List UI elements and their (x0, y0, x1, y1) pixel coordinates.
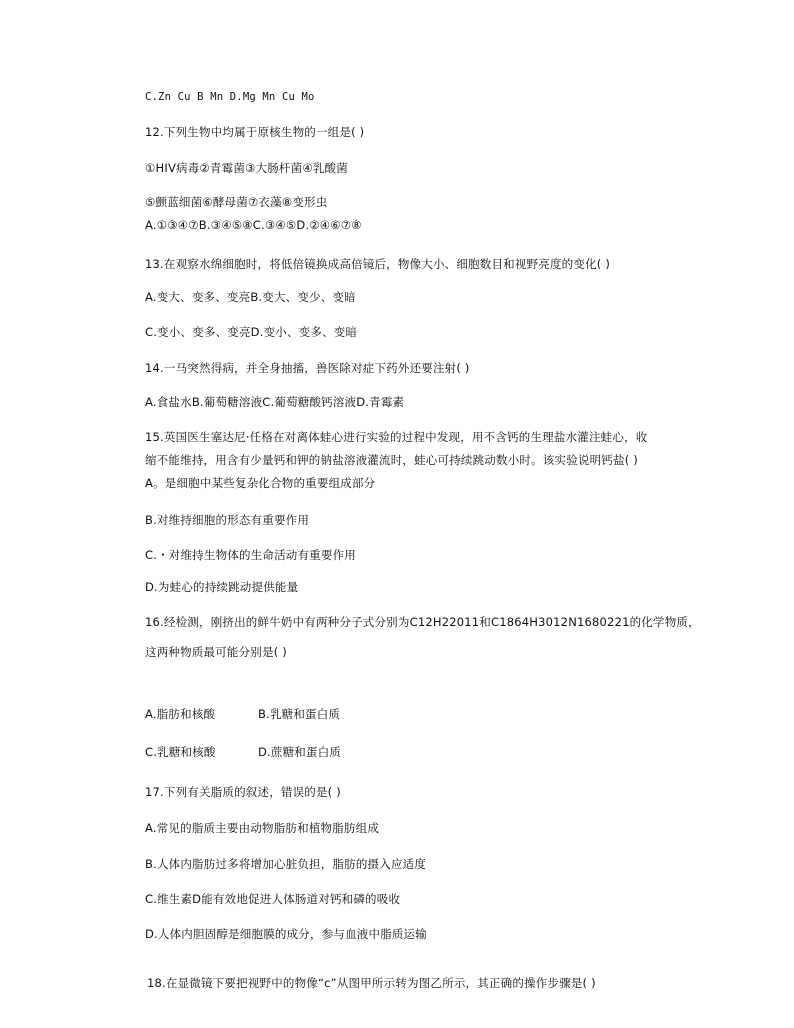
q16-options-cd (145, 745, 342, 759)
q15-stem-line-2: 缩不能维持，用含有少量钙和钾的钠盐溶液灌流时，蛙心可持续跳动数小时。该实验说明钙盐( ) (145, 453, 638, 467)
q12-options: A.①③④⑦B.③④⑤⑧C.③④⑤D.②④⑥⑦⑧ (145, 218, 362, 232)
q17-option-c: C.维生素D能有效地促进人体肠道对钙和磷的吸收 (145, 892, 401, 906)
q16-stem-line-2: 这两种物质最可能分别是( ) (145, 645, 287, 659)
q16-options-ab (145, 707, 341, 721)
q15-stem-line-1: 15.英国医生塞达尼·任格在对离体蛙心进行实验的过程中发现，用不含钙的生理盐水灌注蛙心，收 (145, 430, 648, 444)
q12-items-1-4: ①HIV病毒②青霉菌③大肠杆菌④乳酸菌 (145, 161, 348, 175)
q13-options-cd: C.变小、变多、变亮D.变小、变多、变暗 (145, 325, 358, 339)
q17-option-a: A.常见的脂质主要由动物脂肪和植物脂肪组成 (145, 821, 380, 835)
q18-stem: 18.在显微镜下要把视野中的物像“c”从图甲所示转为图乙所示，其正确的操作步骤是( ) (147, 976, 596, 990)
q17-option-d: D.人体内胆固醇是细胞膜的成分，参与血液中脂质运输 (145, 927, 428, 941)
q16-option-b: B.乳糖和蛋白质 (258, 707, 341, 721)
q12-stem: 12.下列生物中均属于原核生物的一组是( ) (145, 125, 365, 139)
q15-option-a: A。是细胞中某些复杂化合物的重要组成部分 (145, 476, 376, 490)
q13-options-ab: A.变大、变多、变亮B.变大、变少、变暗 (145, 290, 356, 304)
q14-stem: 14.一马突然得病，并全身抽搐，兽医除对症下药外还要注射( ) (145, 361, 470, 375)
q16-option-d: D.蔗糖和蛋白质 (258, 745, 342, 759)
q16-option-c: C.乳糖和核酸 (145, 745, 216, 759)
q17-option-b: B.人体内脂肪过多将增加心脏负担，脂肪的摄入应适度 (145, 857, 427, 871)
q15-option-b: B.对维持细胞的形态有重要作用 (145, 513, 310, 527)
q15-option-d: D.为蛙心的持续跳动提供能量 (145, 580, 299, 594)
q12-items-5-8: ⑤颤蓝细菌⑥酵母菌⑦衣藻⑧变形虫 (145, 195, 328, 209)
q16-stem-line-1: 16.经检测，刚挤出的鲜牛奶中有两种分子式分别为C12H22011和C1864H3012N1680221的化学物质， (145, 615, 700, 629)
q17-stem: 17.下列有关脂质的叙述，错误的是( ) (145, 785, 341, 799)
q15-option-c: C.・对维持生物体的生命活动有重要作用 (145, 548, 356, 562)
q16-option-a: A.脂肪和核酸 (145, 707, 216, 721)
q13-stem: 13.在观察水绵细胞时，将低倍镜换成高倍镜后，物像大小、细胞数目和视野亮度的变化( ) (145, 257, 611, 271)
q14-options: A.食盐水B.葡萄糖溶液C.葡萄糖酸钙溶液D.青霉素 (145, 395, 405, 409)
q11-options-cd: C.Zn Cu B Mn D.Mg Mn Cu Mo (145, 91, 315, 103)
